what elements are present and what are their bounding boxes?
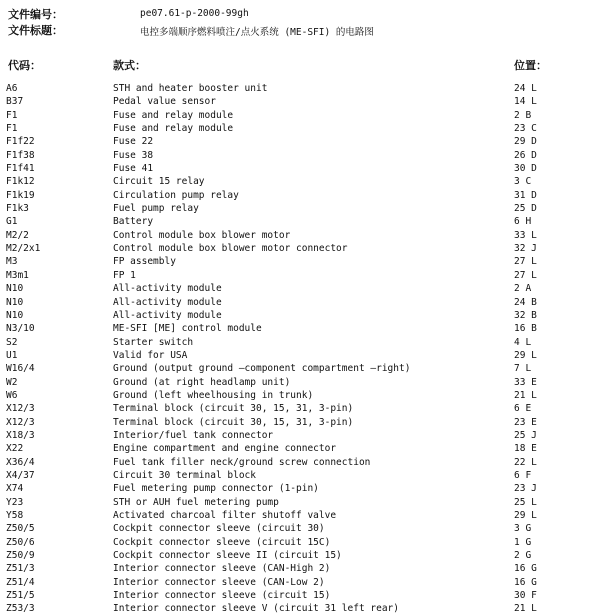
component-position: 7 L — [514, 363, 532, 375]
component-position: 29 L — [514, 349, 537, 361]
component-description: Cockpit connector sleeve (circuit 30) — [113, 523, 325, 535]
component-description: Terminal block (circuit 30, 15, 31, 3-pin) — [113, 416, 354, 428]
component-position: 27 L — [514, 256, 537, 268]
component-description: Fuel tank filler neck/ground screw connection — [113, 456, 371, 468]
component-code: W2 — [6, 376, 18, 388]
table-row — [0, 296, 601, 309]
component-description: STH or AUH fuel metering pump — [113, 496, 279, 508]
component-position: 16 G — [514, 576, 537, 588]
component-description: Fuse 22 — [113, 136, 154, 148]
table-row — [0, 402, 601, 415]
component-description: Circuit 30 terminal block — [113, 469, 256, 481]
component-description: Fuse 38 — [113, 149, 154, 161]
component-description: Battery — [113, 216, 154, 228]
component-description: Fuse and relay module — [113, 123, 234, 135]
table-row — [0, 416, 601, 429]
header-code: 代码： — [8, 59, 41, 72]
doc-title-value: 电控多端顺序燃料喷注/点火系统 (ME-SFI) 的电路图 — [140, 27, 374, 38]
component-code: X22 — [6, 443, 24, 455]
component-position: 21 L — [514, 603, 537, 615]
component-code: Z51/3 — [6, 563, 35, 575]
component-position: 3 G — [514, 523, 532, 535]
component-position: 30 F — [514, 590, 537, 602]
component-position: 21 L — [514, 389, 537, 401]
header-description: 款式： — [113, 59, 146, 72]
table-row — [0, 576, 601, 589]
table-row — [0, 549, 601, 562]
component-code: M2/2 — [6, 229, 29, 241]
component-code: Z51/4 — [6, 576, 35, 588]
component-description: Interior connector sleeve (CAN-High 2) — [113, 563, 331, 575]
component-position: 29 L — [514, 510, 537, 521]
component-position: 18 E — [514, 443, 537, 455]
component-position: 25 L — [514, 496, 537, 508]
component-position: 32 B — [514, 309, 537, 321]
component-code: M2/2x1 — [6, 243, 41, 255]
doc-number-value: pe07.61-p-2000-99gh — [140, 8, 249, 19]
component-position: 6 H — [514, 216, 532, 228]
component-description: All-activity module — [113, 283, 222, 295]
component-description: Circuit 15 relay — [113, 176, 205, 188]
component-description: Pedal value sensor — [113, 96, 216, 108]
component-code: F1k19 — [6, 189, 35, 201]
component-description: STH and heater booster unit — [113, 83, 268, 94]
component-code: Z50/5 — [6, 523, 35, 535]
component-code: B37 — [6, 96, 24, 108]
component-position: 6 E — [514, 403, 532, 415]
component-position: 2 G — [514, 550, 532, 562]
component-description: All-activity module — [113, 309, 222, 321]
component-code: N3/10 — [6, 323, 35, 335]
component-code: Z51/5 — [6, 590, 35, 602]
component-position: 22 L — [514, 456, 537, 468]
component-description: Fuel pump relay — [113, 203, 199, 215]
component-description: FP 1 — [113, 269, 136, 281]
component-position: 6 F — [514, 469, 532, 481]
component-code: F1f41 — [6, 163, 35, 175]
table-row — [0, 349, 601, 362]
component-description: Starter switch — [113, 336, 194, 348]
component-description: Interior connector sleeve (CAN-Low 2) — [113, 576, 325, 588]
component-code: U1 — [6, 349, 18, 361]
component-position: 1 G — [514, 536, 532, 548]
component-code: G1 — [6, 216, 18, 228]
table-row — [0, 175, 601, 188]
table-row — [0, 522, 601, 535]
component-code: Z53/3 — [6, 603, 35, 615]
table-row — [0, 482, 601, 495]
table-row — [0, 362, 601, 375]
component-description: Ground (at right headlamp unit) — [113, 376, 291, 388]
doc-number-label: 文件编号： — [8, 8, 63, 21]
table-row — [0, 496, 601, 509]
table-row — [0, 442, 601, 455]
component-code: M3 — [6, 256, 18, 268]
component-code: F1k12 — [6, 176, 35, 188]
component-code: N10 — [6, 283, 24, 295]
component-code: M3m1 — [6, 269, 29, 281]
component-position: 2 A — [514, 283, 532, 295]
header-position: 位置： — [514, 59, 547, 72]
table-row — [0, 309, 601, 322]
table-row — [0, 602, 601, 615]
component-position: 24 B — [514, 296, 537, 308]
table-row — [0, 242, 601, 255]
component-code: N10 — [6, 296, 24, 308]
component-position: 24 L — [514, 83, 537, 94]
table-row — [0, 456, 601, 469]
component-description: Terminal block (circuit 30, 15, 31, 3-pin) — [113, 403, 354, 415]
table-row — [0, 376, 601, 389]
component-position: 23 E — [514, 416, 537, 428]
component-position: 32 J — [514, 243, 537, 255]
component-description: Engine compartment and engine connector — [113, 443, 337, 455]
table-row — [0, 162, 601, 175]
component-position: 33 E — [514, 376, 537, 388]
component-description: All-activity module — [113, 296, 222, 308]
table-row — [0, 322, 601, 335]
component-position: 16 G — [514, 563, 537, 575]
component-code: Y58 — [6, 510, 24, 521]
component-position: 23 C — [514, 123, 537, 135]
component-description: Control module box blower motor connector — [113, 243, 348, 255]
component-code: F1 — [6, 123, 18, 135]
component-code: X74 — [6, 483, 24, 495]
table-row — [0, 82, 601, 95]
component-description: ME-SFI [ME] control module — [113, 323, 262, 335]
component-position: 31 D — [514, 189, 537, 201]
component-position: 23 J — [514, 483, 537, 495]
table-row — [0, 282, 601, 295]
component-code: A6 — [6, 83, 18, 94]
component-description: Activated charcoal filter shutoff valve — [113, 510, 337, 521]
component-description: Interior/fuel tank connector — [113, 429, 274, 441]
component-code: Y23 — [6, 496, 24, 508]
component-position: 26 D — [514, 149, 537, 161]
component-description: Cockpit connector sleeve (circuit 15C) — [113, 536, 331, 548]
component-code: F1f22 — [6, 136, 35, 148]
component-position: 4 L — [514, 336, 532, 348]
table-row — [0, 389, 601, 402]
table-row — [0, 109, 601, 122]
component-position: 25 D — [514, 203, 537, 215]
component-code: F1k3 — [6, 203, 29, 215]
component-position: 2 B — [514, 109, 532, 121]
component-code: S2 — [6, 336, 18, 348]
component-description: Ground (output ground —component compartment —right) — [113, 363, 411, 375]
component-description: Valid for USA — [113, 349, 188, 361]
component-position: 14 L — [514, 96, 537, 108]
component-description: Fuel metering pump connector (1-pin) — [113, 483, 319, 495]
component-description: Interior connector sleeve V (circuit 31 left rear) — [113, 603, 399, 615]
table-row — [0, 589, 601, 602]
table-row — [0, 202, 601, 215]
table-row — [0, 429, 601, 442]
component-code: X12/3 — [6, 403, 35, 415]
table-row — [0, 536, 601, 549]
component-description: Circulation pump relay — [113, 189, 239, 201]
component-code: W16/4 — [6, 363, 35, 375]
component-description: Fuse 41 — [113, 163, 154, 175]
component-code: N10 — [6, 309, 24, 321]
component-description: Control module box blower motor — [113, 229, 291, 241]
component-code: Z50/9 — [6, 550, 35, 562]
component-code: Z50/6 — [6, 536, 35, 548]
doc-title-label: 文件标题： — [8, 24, 63, 37]
component-code: X18/3 — [6, 429, 35, 441]
table-row — [0, 469, 601, 482]
component-position: 27 L — [514, 269, 537, 281]
table-row — [0, 149, 601, 162]
table-row — [0, 562, 601, 575]
component-code: X4/37 — [6, 469, 35, 481]
component-position: 25 J — [514, 429, 537, 441]
table-row — [0, 189, 601, 202]
table-row — [0, 95, 601, 108]
table-row — [0, 269, 601, 282]
component-description: Fuse and relay module — [113, 109, 234, 121]
table-row — [0, 122, 601, 135]
component-code: F1 — [6, 109, 18, 121]
component-code: X36/4 — [6, 456, 35, 468]
component-code: F1f38 — [6, 149, 35, 161]
component-code: W6 — [6, 389, 18, 401]
table-row — [0, 135, 601, 148]
table-row — [0, 229, 601, 242]
component-description: Ground (left wheelhousing in trunk) — [113, 389, 314, 401]
component-position: 16 B — [514, 323, 537, 335]
component-code: X12/3 — [6, 416, 35, 428]
component-position: 29 D — [514, 136, 537, 148]
component-position: 33 L — [514, 229, 537, 241]
table-row — [0, 509, 601, 522]
component-position: 3 C — [514, 176, 532, 188]
component-description: Interior connector sleeve (circuit 15) — [113, 590, 331, 602]
table-row — [0, 255, 601, 268]
component-table — [0, 82, 601, 616]
component-description: Cockpit connector sleeve II (circuit 15) — [113, 550, 342, 562]
component-description: FP assembly — [113, 256, 176, 268]
component-position: 30 D — [514, 163, 537, 175]
table-row — [0, 215, 601, 228]
table-row — [0, 336, 601, 349]
